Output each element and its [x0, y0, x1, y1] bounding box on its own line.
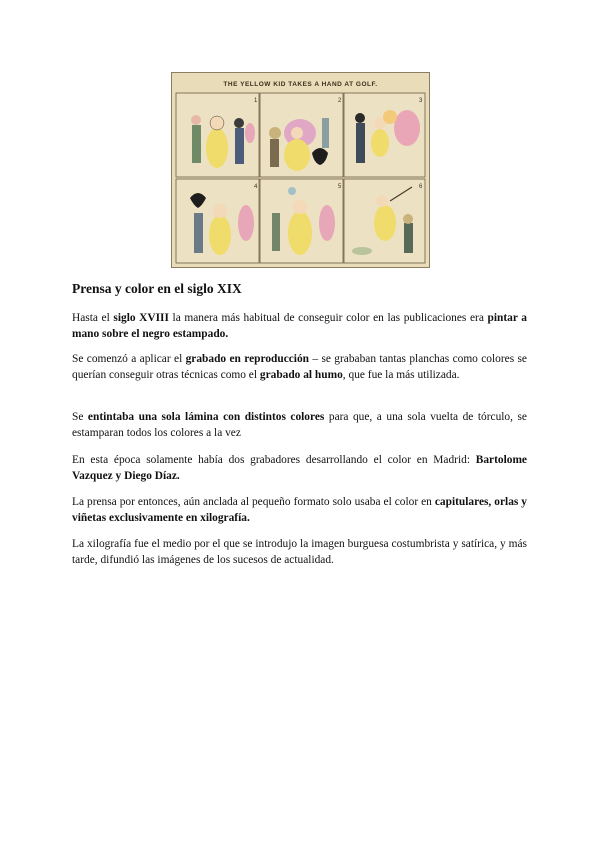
- p2-text-2: – se grababan tantas planchas como colores se querían conseguir otras técnicas como el: [72, 353, 527, 381]
- paragraph-1: [72, 310, 527, 342]
- paragraph-2: [72, 351, 527, 383]
- paragraph-3: [72, 409, 527, 441]
- p2-text-1: Se comenzó a aplicar el: [72, 353, 186, 365]
- p1-text-2: la manera más habitual de conseguir color en las publicaciones era: [168, 312, 488, 324]
- section-heading: Prensa y color en el siglo XIX: [72, 281, 242, 296]
- p6-text-1: La xilografía fue el medio por el que se introdujo la imagen burguesa costumbrista y satírica, y más tarde, difundió las imágenes de los sucesos de actualidad.: [72, 538, 527, 566]
- panel-number-3: 3: [419, 98, 423, 104]
- p4-text-1: En esta época solamente había dos grabadores desarrollando el color en Madrid:: [72, 454, 476, 466]
- p5-text-1: La prensa por entonces, aún anclada al pequeño formato solo usaba el color en: [72, 496, 435, 508]
- comic-illustration: [171, 72, 430, 268]
- p2-text-3: , que fue la más utilizada.: [342, 369, 460, 381]
- comic-panels-drawing: [172, 73, 429, 267]
- panel-number-5: 5: [338, 184, 342, 190]
- p3-text-1: Se: [72, 411, 88, 423]
- p3-text-2: para que, a una sola vuelta de tórculo, se estamparan todos los colores a la vez: [72, 411, 527, 439]
- comic-title: THE YELLOW KID TAKES A HAND AT GOLF.: [223, 81, 378, 88]
- p5-bold-1: capitulares, orlas y viñetas exclusivamente en xilografía.: [72, 496, 527, 524]
- panel-number-1: 1: [254, 98, 258, 104]
- p2-bold-1: grabado en reproducción: [185, 353, 310, 365]
- paragraph-5: [72, 494, 527, 526]
- p1-bold-1: siglo XVIII: [113, 312, 169, 324]
- p1-bold-2: pintar a mano sobre el negro estampado.: [72, 312, 528, 340]
- paragraph-6: [72, 536, 527, 568]
- p3-bold-1: entintaba una sola lámina con distintos colores: [87, 411, 325, 423]
- paragraph-4: [72, 452, 527, 484]
- p1-text-1: Hasta el: [72, 312, 114, 324]
- panel-number-4: 4: [254, 184, 258, 190]
- panel-number-6: 6: [419, 184, 423, 190]
- panel-number-2: 2: [338, 98, 342, 104]
- p2-bold-2: grabado al humo: [259, 369, 343, 381]
- p4-bold-1: Bartolome Vazquez y Diego Díaz.: [72, 454, 527, 482]
